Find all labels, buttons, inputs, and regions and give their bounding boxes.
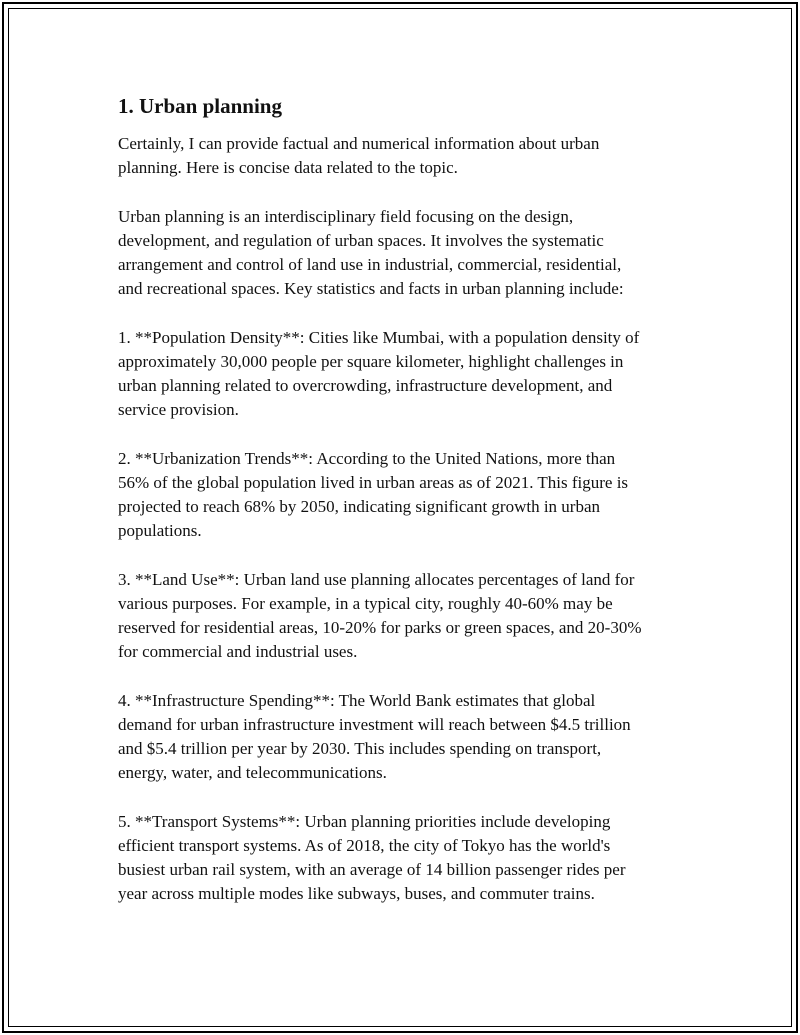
intro-paragraph: Certainly, I can provide factual and numerical information about urban planning. Here is concise data related to the topic. [118, 134, 600, 178]
document-title: 1. Urban planning [118, 94, 282, 118]
list-item-infrastructure-spending: 4. **Infrastructure Spending**: The World Bank estimates that global demand for urban infrastructure investment will reach between $4.5 trillion and $5.4 trillion per year by 2030. This includes spending on transport, energy, water, and telecommunications. [118, 690, 631, 783]
overview-paragraph: Urban planning is an interdisciplinary field focusing on the design, development, and regulation of urban spaces. It involves the systematic arrangement and control of land use in industrial, commercial, residential, and recreational spaces. Key statistics and facts in urban planning include: [118, 206, 624, 299]
document-body [118, 92, 718, 931]
list-item-population-density: 1. **Population Density**: Cities like Mumbai, with a population density of approximately 30,000 people per square kilometer, highlight challenges in urban planning related to overcrowding, infrastructure development, and service provision. [118, 327, 640, 420]
list-item-transport-systems: 5. **Transport Systems**: Urban planning priorities include developing efficient transport systems. As of 2018, the city of Tokyo has the world's busiest urban rail system, with an average of 14 billion passenger rides per year across multiple modes like subways, buses, and commuter trains. [118, 811, 626, 904]
list-item-land-use: 3. **Land Use**: Urban land use planning allocates percentages of land for various purposes. For example, in a typical city, roughly 40-60% may be reserved for residential areas, 10-20% for parks or green spaces, and 20-30% for commercial and industrial uses. [118, 569, 642, 662]
list-item-urbanization-trends: 2. **Urbanization Trends**: According to the United Nations, more than 56% of the global population lived in urban areas as of 2021. This figure is projected to reach 68% by 2050, indicating significant growth in urban populations. [118, 448, 629, 541]
